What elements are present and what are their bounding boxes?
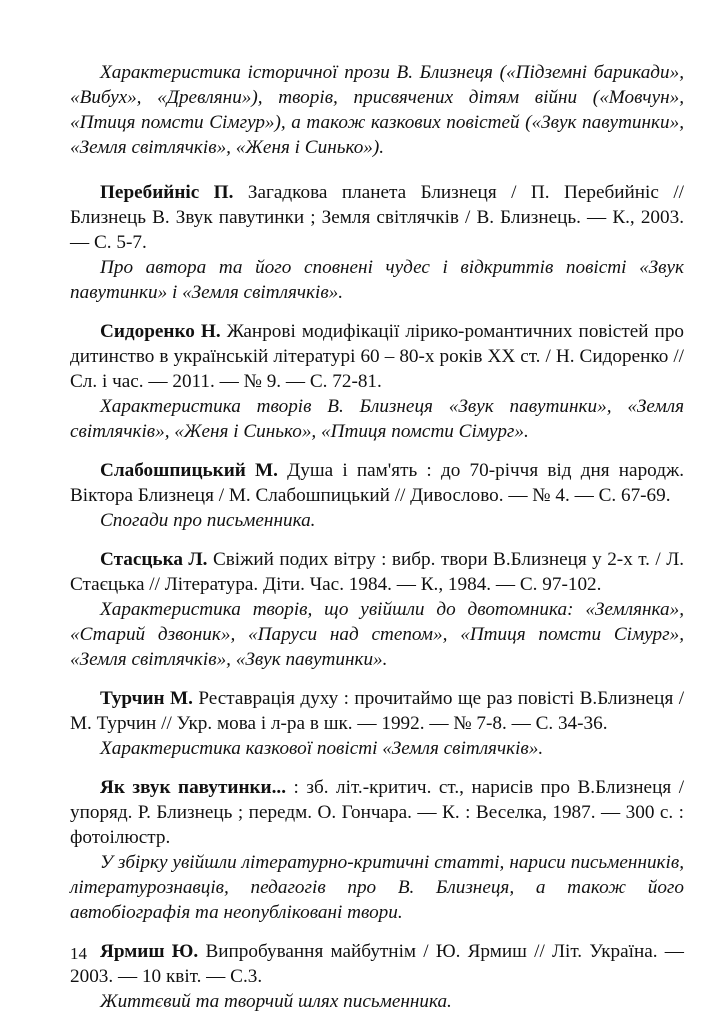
- bibliography-entry: [70, 458, 684, 533]
- entry-text: Жанрові модифікації лірико-романтичних повістей про дитинство в українській літературі 60 – 80-х років XX ст. / Н. Сидоренко // Сл. і час. — 2011. — № 9. — С. 72-81.: [70, 321, 685, 392]
- entry-author: Турчин М.: [100, 688, 193, 709]
- entry-author: Перебийніс П.: [100, 182, 234, 203]
- bibliography-entry: [70, 180, 684, 305]
- entry-author: Ярмиш Ю.: [100, 941, 199, 962]
- entry-citation: [70, 458, 684, 508]
- entry-text: Душа і пам'ять : до 70-річчя від дня народж. Віктора Близнеця / М. Слабошпицький // Дивослово. — № 4. — С. 67-69.: [70, 460, 685, 506]
- entry-author: Як звук павутинки...: [100, 777, 287, 798]
- bibliography-entry: [70, 686, 684, 761]
- entry-annotation: У збірку увійшли літературно-критичні статті, нариси письменників, літературознавців, педагогів про В. Близнеця, а також його автобіографія та неопубліковані твори.: [70, 852, 684, 923]
- entry-citation: [70, 319, 684, 394]
- entry-text: : зб. літ.-критич. ст., нарисів про В.Близнеця / упоряд. Р. Близнець ; передм. О. Гончара. — К. : Веселка, 1987. — 300 с. : фотоілюстр.: [70, 777, 685, 848]
- entry-author: Сидоренко Н.: [100, 321, 221, 342]
- entry-annotation: Спогади про письменника.: [100, 510, 316, 531]
- entry-text: Випробування майбутнім / Ю. Ярмиш // Літ. Україна. — 2003. — 10 квіт. — С.3.: [70, 941, 684, 987]
- entry-author: Стасцька Л.: [100, 549, 208, 570]
- bibliography-entry: [70, 60, 684, 160]
- bibliography-entry: [70, 547, 684, 672]
- bibliography-entry: [70, 939, 684, 1014]
- entry-annotation: Характеристика творів В. Близнеця «Звук павутинки», «Земля світлячків», «Женя і Синько», «Птиця помсти Сімург».: [70, 396, 684, 442]
- entry-citation: [70, 686, 684, 736]
- bibliography-entry: [70, 319, 684, 444]
- entry-author: Слабошпицький М.: [100, 460, 278, 481]
- entry-annotation: Характеристика творів, що увійшли до двотомника: «Землянка», «Старий дзвоник», «Паруси над степом», «Птиця помсти Сімург», «Земля світлячків», «Звук павутинки».: [70, 599, 684, 670]
- entry-citation: [70, 775, 684, 850]
- entry-text: Реставрація духу : прочитаймо ще раз повісті В.Близнеця / М. Турчин // Укр. мова і л-ра в шк. — 1992. — № 7-8. — С. 34-36.: [70, 688, 685, 734]
- entry-citation: [70, 180, 684, 255]
- page-number: 14: [70, 944, 87, 963]
- bibliography-page: [70, 60, 684, 1028]
- entry-citation: [70, 939, 684, 989]
- entry-annotation: Життєвий та творчий шлях письменника.: [100, 991, 452, 1012]
- entry-annotation: Характеристика історичної прози В. Близнеця («Підземні барикади», «Вибух», «Древляни»), творів, присвячених дітям війни («Мовчун», «Птиця помсти Сімгур»), а також казкових повістей («Звук павутинки», «Земля світлячків», «Женя і Синько»).: [70, 62, 684, 158]
- entry-citation: [70, 547, 684, 597]
- bibliography-entry: [70, 775, 684, 925]
- entry-text: Загадкова планета Близнеця / П. Перебийніс // Близнець В. Звук павутинки ; Земля світлячків / В. Близнець. — К., 2003. — С. 5-7.: [70, 182, 684, 253]
- entry-annotation: Про автора та його сповнені чудес і відкриттів повісті «Звук павутинки» і «Земля світлячків».: [70, 257, 684, 303]
- entry-annotation: Характеристика казкової повісті «Земля світлячків».: [100, 738, 544, 759]
- entry-text: Свіжий подих вітру : вибр. твори В.Близнеця у 2-х т. / Л. Стаєцька // Література. Діти. Час. 1984. — К., 1984. — С. 97-102.: [70, 549, 685, 595]
